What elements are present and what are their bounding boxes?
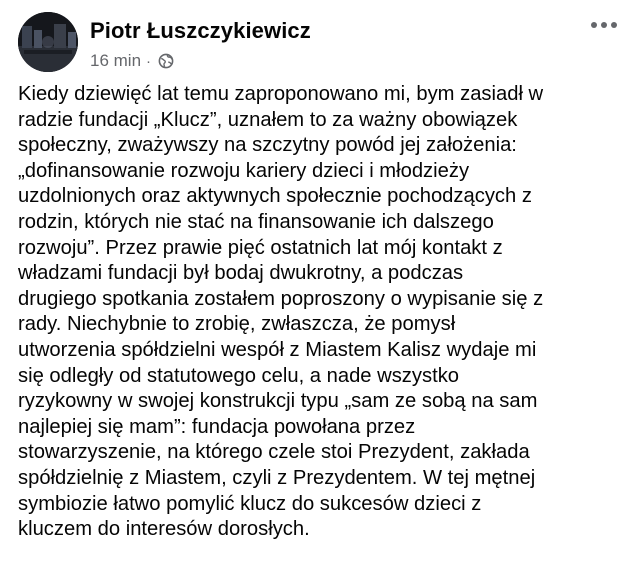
post-text [18,82,626,543]
post-meta [90,50,175,72]
post-text-line: rozwoju”. Przez prawie pięć ostatnich lat mój kontakt z [18,236,503,259]
avatar[interactable] [18,12,78,72]
meta-separator: · [146,52,152,70]
post-text-line: władzami fundacji był bodaj dwukrotny, a podczas [18,262,464,285]
globe-icon[interactable] [157,52,175,70]
post-text-line: „dofinansowanie rozwoju kariery dzieci i młodzieży [18,159,470,182]
post-text-line: stowarzyszenie, na którego czele stoi Prezydent, zakłada [18,441,530,464]
post-text-line: społeczny, zważywszy na szczytny powód jej założenia: [18,134,517,157]
post-text-line: symbiozie łatwo pomylić klucz do sukcesów dzieci z [18,492,482,515]
post-text-line: rodzin, których nie stać na finansowanie ich dalszego [18,210,494,233]
post-text-line: Kiedy dziewięć lat temu zaproponowano mi, bym zasiadł w [18,83,544,105]
post-text-line: ryzykowny w swojej konstrukcji typu „sam ze sobą na sam [18,390,538,413]
post-text-line: rady. Niechybnie to zrobię, zwłaszcza, że pomysł [18,313,456,336]
post-timestamp[interactable]: 16 min [90,51,142,70]
post-text-line: kluczem do interesów dorosłych. [18,518,310,541]
post-text-line: radzie fundacji „Klucz”, uznałem to za ważny obowiązek [18,108,518,131]
post-text-line: się odległy od statutowego celu, a nade wszystko [18,364,460,387]
author-name[interactable]: Piotr Łuszczykiewicz [90,18,311,43]
post-text-line: najlepiej się mam”: fundacja powołana przez [18,415,416,438]
post-header [18,12,622,76]
more-options-icon[interactable] [586,14,622,36]
post-text-line: utworzenia spółdzielni wespół z Miastem Kalisz wydaje mi [18,338,537,361]
post-text-line: spółdzielnię z Miastem, czyli z Prezydentem. W tej mętnej [18,466,536,489]
post-text-line: drugiego spotkania zostałem poproszony o wypisanie się z [18,287,544,310]
post-text-line: uzdolnionych oraz aktywnych społecznie pochodzących z [18,185,532,208]
